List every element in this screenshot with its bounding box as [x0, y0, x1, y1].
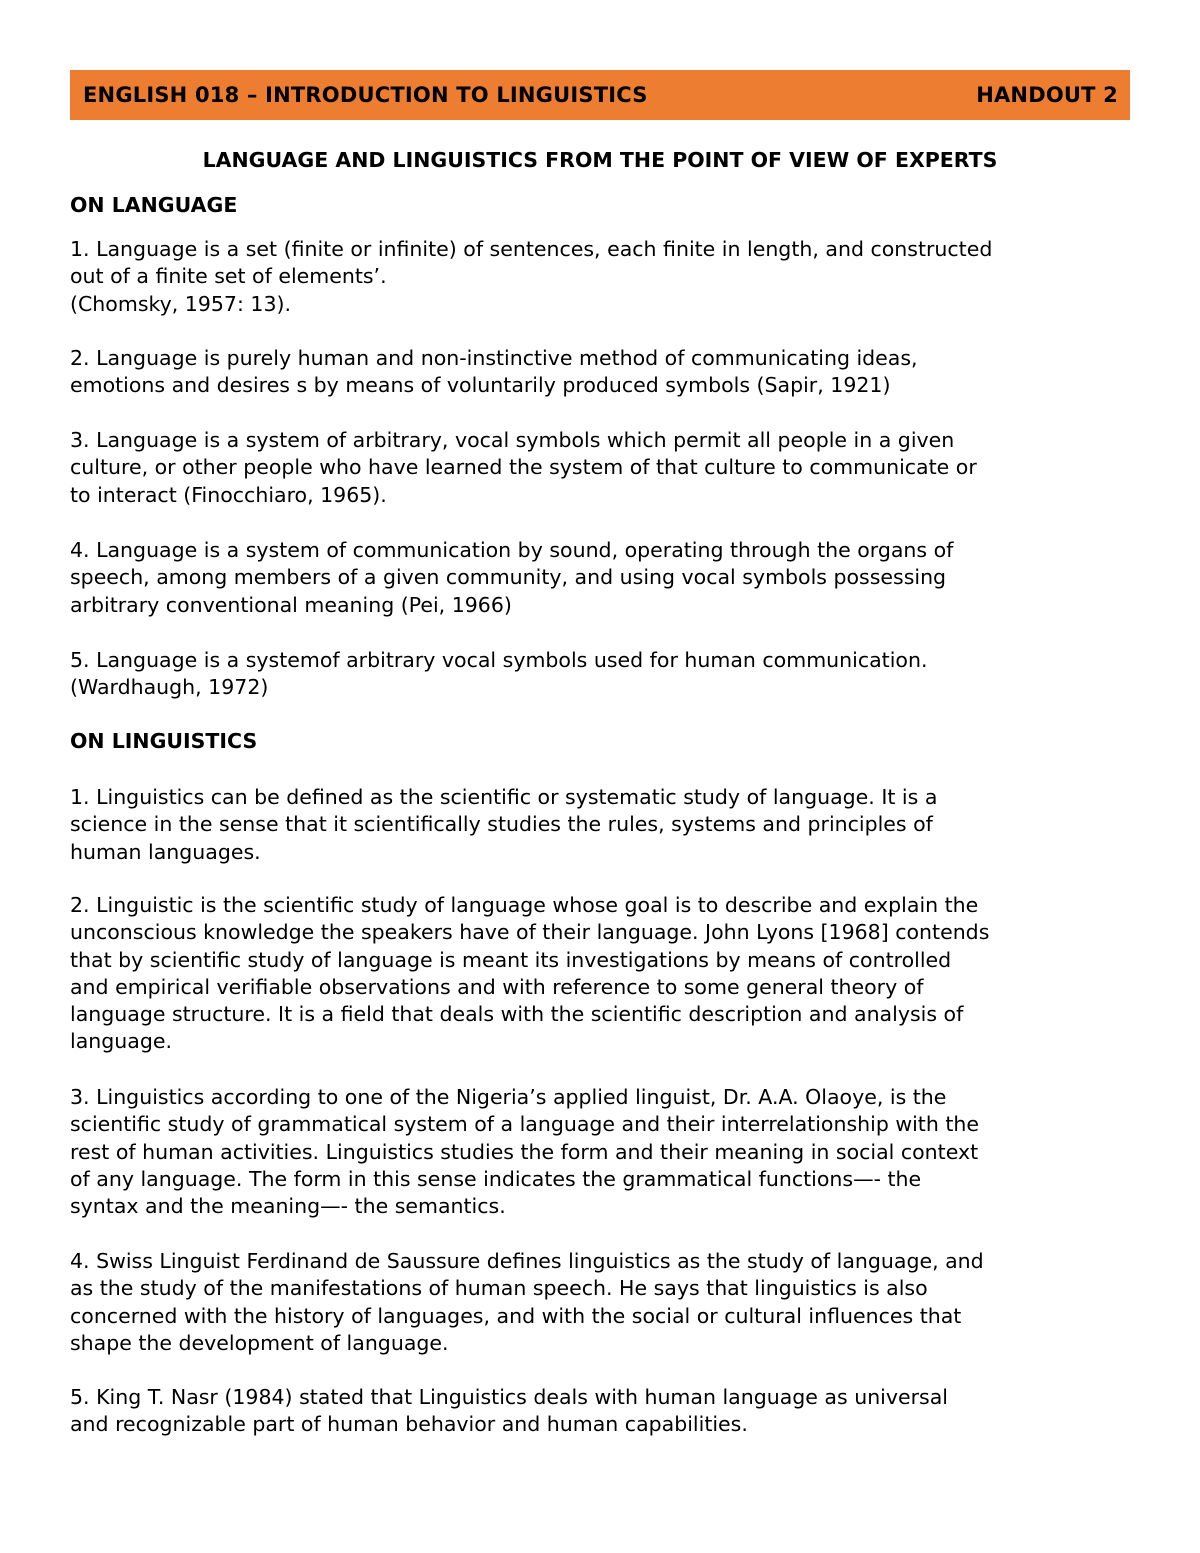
linguistics-item-3: 3. Linguistics according to one of the Nigeria’s applied linguist, Dr. A.A. Olaoye, is the scientific study of grammatical system of a language and their interrelationship with the rest of human activities. Linguistics studies the form and their meaning in social context of any language. The form in this sense indicates the grammatical functions—- the syntax and the meaning—- the semantics.: [70, 1085, 979, 1219]
linguistics-item-2: 2. Linguistic is the scientific study of language whose goal is to describe and explain the unconscious knowledge the speakers have of their language. John Lyons [1968] contends that by scientific study of language is meant its investigations by means of controlled and empirical verifiable observations and with reference to some general theory of language structure. It is a field that deals with the scientific description and analysis of language.: [70, 893, 990, 1054]
language-item-1: 1. Language is a set (finite or infinite) of sentences, each finite in length, and constructed out of a finite set of elements’. (Chomsky, 1957: 13).: [70, 237, 993, 316]
header-bar: [70, 70, 1130, 120]
handout-label: HANDOUT 2: [976, 83, 1118, 107]
linguistics-item-5: 5. King T. Nasr (1984) stated that Linguistics deals with human language as universal and recognizable part of human behavior and human capabilities.: [70, 1385, 948, 1437]
linguistics-item-4: 4. Swiss Linguist Ferdinand de Saussure defines linguistics as the study of language, and as the study of the manifestations of human speech. He says that linguistics is also concerned with the history of languages, and with the social or cultural influences that shape the development of language.: [70, 1249, 984, 1355]
language-item-4: 4. Language is a system of communication by sound, operating through the organs of speech, among members of a given community, and using vocal symbols possessing arbitrary conventional meaning (Pei, 1966): [70, 538, 954, 617]
language-item-5: 5. Language is a systemof arbitrary vocal symbols used for human communication. (Wardhaugh, 1972): [70, 648, 928, 700]
language-item-2: 2. Language is purely human and non-instinctive method of communicating ideas, emotions and desires s by means of voluntarily produced symbols (Sapir, 1921): [70, 346, 918, 398]
language-section-heading: ON LANGUAGE: [70, 193, 238, 217]
language-item-3: 3. Language is a system of arbitrary, vocal symbols which permit all people in a given culture, or other people who have learned the system of that culture to communicate or to interact (Finocchiaro, 1965).: [70, 428, 977, 507]
course-title: ENGLISH 018 – INTRODUCTION TO LINGUISTICS: [83, 83, 648, 107]
linguistics-item-1: 1. Linguistics can be defined as the scientific or systematic study of language. It is a science in the sense that it scientifically studies the rules, systems and principles of human languages.: [70, 785, 938, 864]
document-title: LANGUAGE AND LINGUISTICS FROM THE POINT OF VIEW OF EXPERTS: [202, 148, 998, 172]
linguistics-section-heading: ON LINGUISTICS: [70, 729, 258, 753]
